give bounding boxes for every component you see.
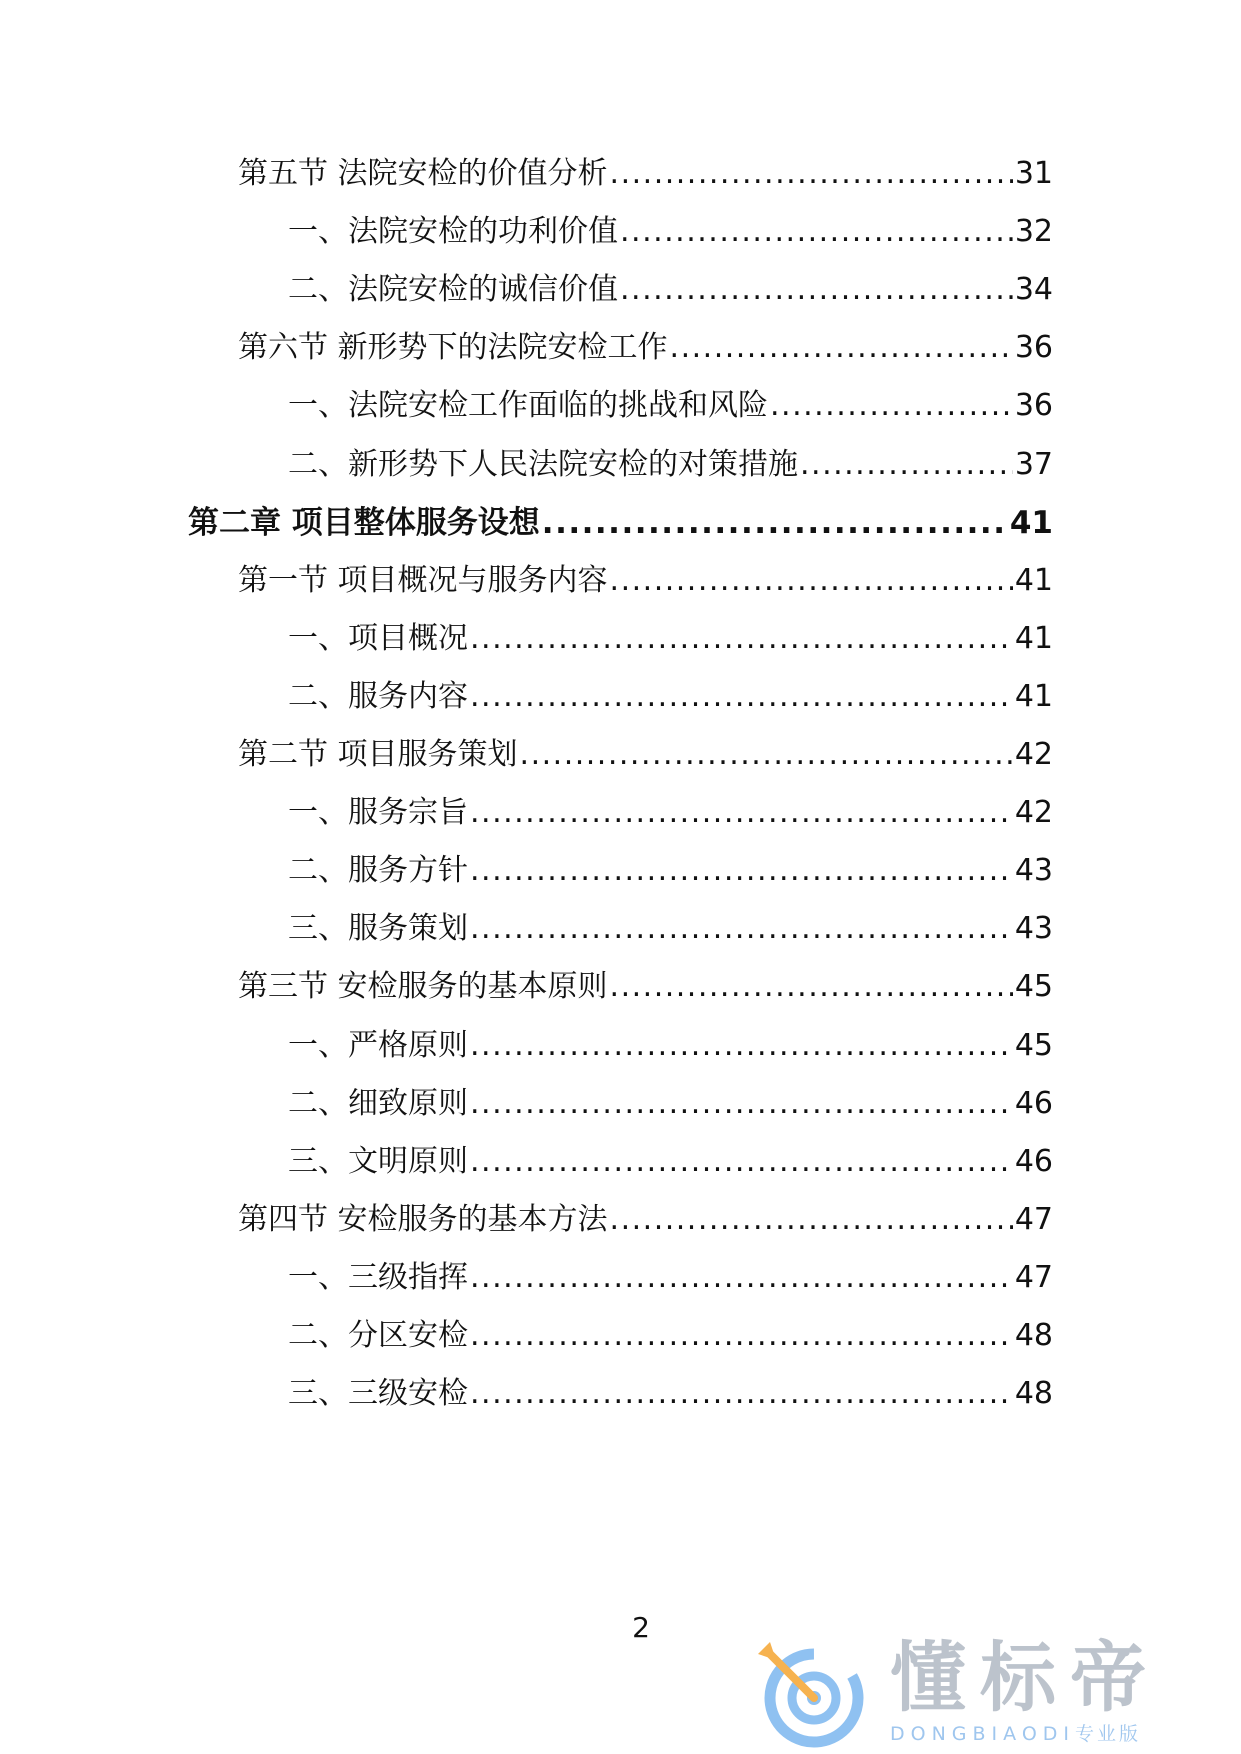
toc-entry[interactable] [288, 1258, 1053, 1298]
toc-entry[interactable] [238, 735, 1053, 775]
toc-entry-page: 31 [1014, 156, 1053, 191]
toc-entry[interactable] [288, 1316, 1053, 1356]
watermark [740, 1630, 1235, 1750]
toc-entry[interactable] [288, 909, 1053, 949]
toc-dot-leader [470, 677, 1013, 717]
toc-entry-title: 三、三级安检 [288, 1376, 468, 1412]
toc-entry[interactable] [288, 619, 1053, 659]
toc-entry-page: 45 [1014, 1027, 1053, 1063]
toc-entry-title: 三、文明原则 [288, 1143, 468, 1179]
toc-entry-title: 二、分区安检 [288, 1318, 468, 1353]
toc-entry[interactable] [238, 328, 1053, 368]
toc-entry-page: 48 [1014, 1376, 1053, 1412]
toc-entry-page: 34 [1014, 272, 1053, 308]
toc-entry-page: 41 [1014, 678, 1053, 714]
watermark-subtitle [890, 1722, 1141, 1746]
toc-dot-leader [800, 445, 1013, 485]
toc-entry-title: 一、服务宗旨 [288, 795, 468, 831]
watermark-brand: 懂标帝 [890, 1633, 1160, 1722]
toc-entry-page: 48 [1014, 1318, 1053, 1353]
toc-dot-leader [470, 1258, 1013, 1298]
toc-dot-leader [620, 212, 1013, 252]
toc-entry-title: 二、新形势下人民法院安检的对策措施 [288, 446, 798, 482]
toc-dot-leader [610, 967, 1013, 1007]
toc-entry-title: 二、服务方针 [288, 853, 468, 889]
watermark-edition: 专业版 [1075, 1723, 1142, 1745]
toc-entry-title: 一、法院安检工作面临的挑战和风险 [288, 388, 768, 424]
toc-entry-title: 二、法院安检的诚信价值 [288, 272, 618, 308]
toc-entry[interactable] [238, 561, 1053, 601]
watermark-subtitle-text: DONGBIAODI [890, 1723, 1076, 1745]
toc-entry-title: 第四节 安检服务的基本方法 [238, 1201, 608, 1237]
toc-dot-leader [770, 386, 1013, 426]
toc-entry[interactable] [288, 445, 1053, 485]
toc-entry[interactable] [238, 154, 1053, 194]
page-number: 2 [632, 1611, 650, 1644]
toc-entry-page: 32 [1014, 214, 1053, 250]
toc-entry-page: 42 [1014, 795, 1053, 831]
toc-entry[interactable] [288, 1026, 1053, 1066]
toc-entry-title: 一、法院安检的功利价值 [288, 214, 618, 250]
toc-entry[interactable] [288, 212, 1053, 252]
toc-dot-leader [470, 1316, 1013, 1356]
toc-entry-page: 45 [1014, 969, 1053, 1005]
toc-dot-leader [520, 735, 1013, 775]
target-logo-icon [752, 1636, 872, 1751]
toc-dot-leader [470, 1374, 1013, 1414]
toc-entry[interactable] [238, 1200, 1053, 1240]
toc-entry[interactable] [288, 851, 1053, 891]
toc-dot-leader [470, 851, 1013, 891]
toc-entry-page: 37 [1014, 446, 1053, 482]
toc-entry[interactable] [288, 270, 1053, 310]
toc-dot-leader [470, 909, 1013, 949]
toc-entry-title: 第二章 项目整体服务设想 [188, 504, 540, 541]
toc-dot-leader [610, 154, 1013, 194]
toc-entry-title: 第一节 项目概况与服务内容 [238, 562, 608, 598]
toc-entry-title: 第二节 项目服务策划 [238, 737, 518, 772]
toc-entry[interactable] [288, 677, 1053, 717]
toc-entry-page: 43 [1014, 911, 1053, 947]
toc-entry-page: 47 [1014, 1259, 1053, 1295]
toc-dot-leader [470, 1084, 1013, 1124]
toc-entry-page: 36 [1014, 388, 1053, 424]
toc-dot-leader [542, 503, 1008, 543]
toc-entry-title: 一、项目概况 [288, 620, 468, 656]
toc-entry-title: 三、服务策划 [288, 911, 468, 947]
toc-entry[interactable] [288, 1084, 1053, 1124]
toc-entry[interactable] [238, 967, 1053, 1007]
toc-entry[interactable] [288, 793, 1053, 833]
toc-entry-page: 43 [1014, 853, 1053, 889]
toc-entry-title: 第三节 安检服务的基本原则 [238, 969, 608, 1005]
toc-entry-title: 第六节 新形势下的法院安检工作 [238, 330, 668, 366]
toc-dot-leader [610, 561, 1013, 601]
toc-dot-leader [470, 619, 1013, 659]
toc-entry-title: 第五节 法院安检的价值分析 [238, 156, 608, 191]
toc-entry-page: 46 [1014, 1143, 1053, 1179]
toc-entry-page: 42 [1014, 737, 1053, 772]
toc-entry-title: 二、服务内容 [288, 678, 468, 714]
toc-entry-title: 一、严格原则 [288, 1027, 468, 1063]
toc-entry[interactable] [188, 503, 1053, 543]
toc-entry[interactable] [288, 386, 1053, 426]
toc-dot-leader [470, 1026, 1013, 1066]
toc-entry-page: 41 [1014, 562, 1053, 598]
toc-dot-leader [610, 1200, 1013, 1240]
toc-entry-title: 二、细致原则 [288, 1085, 468, 1121]
toc-entry[interactable] [288, 1142, 1053, 1182]
toc-dot-leader [470, 793, 1013, 833]
toc-dot-leader [620, 270, 1013, 310]
toc-entry-page: 47 [1014, 1201, 1053, 1237]
toc-dot-leader [670, 328, 1013, 368]
toc-dot-leader [470, 1142, 1013, 1182]
toc-entry-page: 36 [1014, 330, 1053, 366]
toc-entry-page: 41 [1009, 504, 1053, 541]
toc-entry-title: 一、三级指挥 [288, 1259, 468, 1295]
toc-entry-page: 46 [1014, 1085, 1053, 1121]
toc-entry[interactable] [288, 1374, 1053, 1414]
toc-entry-page: 41 [1014, 620, 1053, 656]
